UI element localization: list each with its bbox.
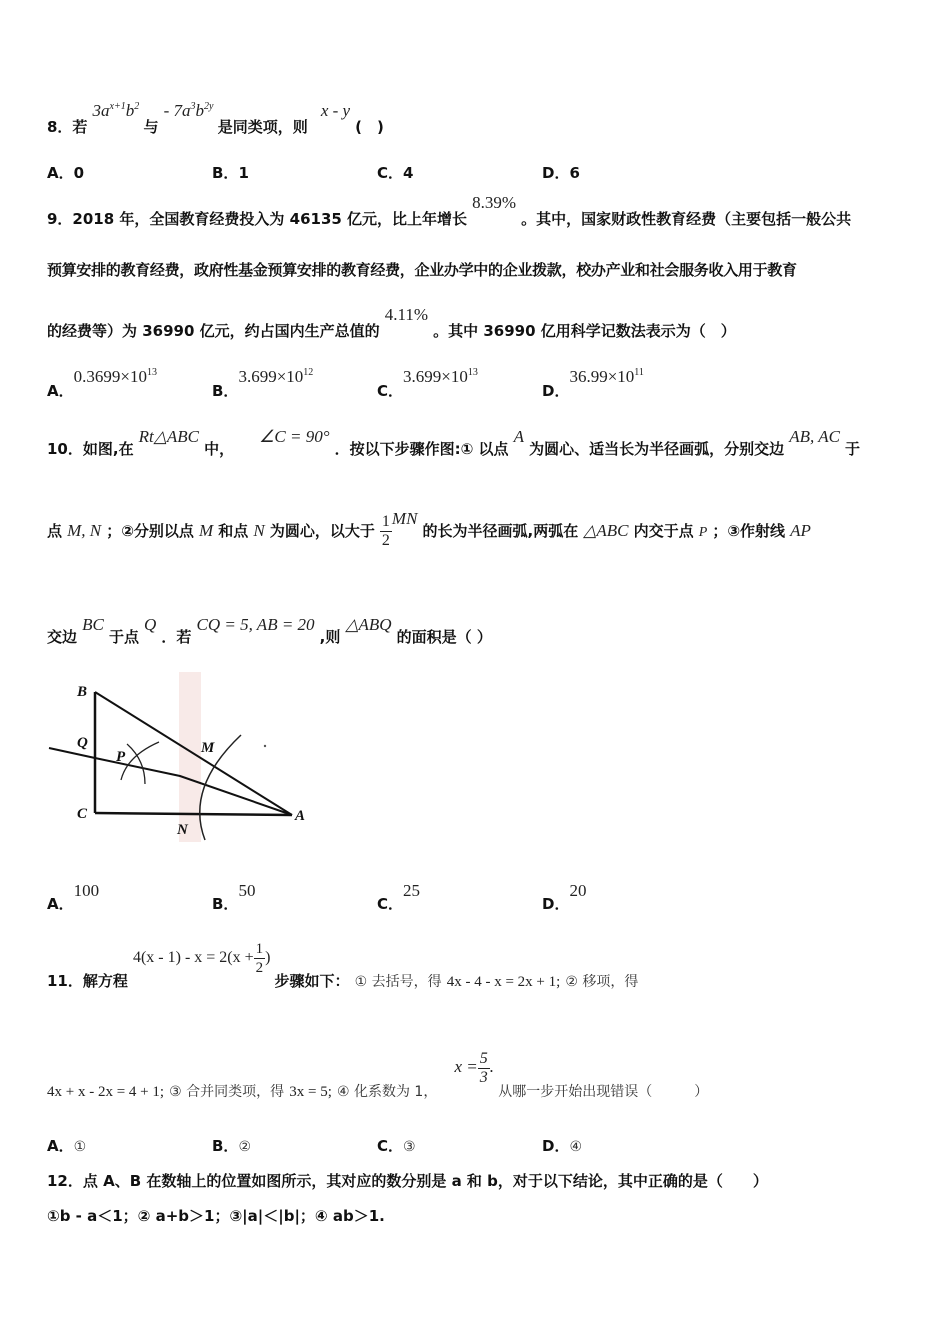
q10-l2-f: 内交于点 [633,522,694,540]
q9-option-d[interactable]: D．$36.99\times 10^{11}$ [542,367,644,400]
q11-solution: x = $\frac{5}{3}$ . [454,1050,494,1086]
q10-l1-a: 10．如图,在 [47,440,134,458]
q11-line2 [47,1050,709,1101]
q11-option-a[interactable]: A．① [47,1137,87,1155]
q8-option-c[interactable]: C．4 [377,164,414,182]
q9-line3 [47,305,736,341]
q10-l2-g: ；③作射线 [712,522,786,540]
q10-l2-a: 点 [47,522,63,540]
q8-suffix: 是同类项，则 [217,118,308,136]
q8-term2: - $7a^3b^{2y}$ [163,101,214,120]
q8-expr: x - y [320,101,351,120]
label-c: C [77,806,88,822]
q9-line1-b: 。其中，国家财政性教育经费（主要包括一般公共 [521,210,852,228]
q9-line1 [47,193,852,229]
q10-option-c[interactable]: C．25 [377,881,421,913]
q9-options [47,368,747,402]
q10-ptM: M [199,521,214,540]
q11-s2: ② 移项，得 [565,974,639,991]
q10-rt: Rt△ABC [138,427,199,446]
q9-pct2: 4.11% [384,305,429,324]
q10-l3-e: 的面积是（ ） [396,628,492,646]
q9-line2: 预算安排的教育经费，政府性基金预算安排的教育经费，企业办学中的企业拨款，校办产业和社会服务收入用于教育 [47,261,797,279]
q9-option-a[interactable]: A．$0.3699\times 10^{13}$ [47,367,157,400]
q10-l1-e: 于 [845,440,861,458]
label-n: N [177,822,188,838]
q10-l3-d: ,则 [319,628,341,646]
q10-given: CQ = 5, AB = 20 [196,615,315,634]
label-a: A [295,808,306,824]
q9-pct1: 8.39% [472,193,517,212]
q10-half: $\frac{1}{2}$ [381,513,390,549]
q11-option-b[interactable]: B．② [212,1137,251,1155]
q11-s1: ① 去括号，得 [354,974,442,991]
q10-mn-pts: M, N [67,521,102,540]
q10-angle: ∠C = 90° [259,427,330,446]
q8-mid: 与 [143,118,159,136]
q11-l1-b: 步骤如下： [274,972,350,991]
q10-ptP: P [698,525,708,540]
q9-line3-a: 的经费等）为 36990 亿元，约占国内生产总值的 [47,322,380,340]
q8-term1: $3a^{x+1}b^2$ [92,101,140,120]
ray-ap [49,748,292,815]
q10-ap: AP [790,521,811,540]
q10-line2 [47,509,811,550]
q10-line1 [47,427,861,459]
label-b: B [77,684,88,700]
q10-l3-b: 于点 [108,628,139,646]
q12-line2: ①b - a＜1；② a+b＞1；③|a|＜|b|；④ ab＞1. [47,1207,385,1225]
q10-ptA: A [513,427,525,446]
q10-ptN: N [253,521,265,540]
q10-options [47,880,747,914]
q10-line3 [47,615,492,647]
q8-option-b[interactable]: B．1 [212,164,249,182]
label-p: P [116,749,126,765]
q11-s3: ③ 合并同类项，得 [169,1084,285,1101]
q8-option-d[interactable]: D．6 [542,164,580,182]
q10-l2-c: 和点 [218,522,249,540]
q11-line1 [47,940,639,991]
q10-bc: BC [82,615,104,634]
q11-l2-end: 从哪一步开始出现错误（ ） [498,1084,709,1101]
q11-equation: 4(x - 1) - x = 2(x + $\frac{1}{2}$ ) [132,941,271,976]
q10-l1-c: ．按以下步骤作图:① 以点 [334,440,509,458]
q10-l1-b: 中， [204,440,235,458]
arc-p2 [127,744,145,784]
q8-option-a[interactable]: A．0 [47,164,85,182]
q11-s3-eq: 3x = 5; [289,1084,332,1101]
q10-tri: △ABC [583,521,629,540]
q10-tri2: △ABQ [345,615,392,634]
dot [264,745,266,747]
label-q: Q [77,735,88,751]
q10-l2-d: 为圆心，以大于 [269,522,375,540]
q8-stem [47,100,384,136]
q11-option-c[interactable]: C．③ [377,1137,416,1155]
q10-l1-d: 为圆心、适当长为半径画弧，分别交边 [529,440,785,458]
q11-s1-eq: 4x - 4 - x = 2x + 1; [446,974,561,991]
q10-l3-c: ．若 [161,628,192,646]
q10-l2-e: 的长为半径画弧,两弧在 [422,522,579,540]
q9-line1-a: 9．2018 年，全国教育经费投入为 46135 亿元，比上年增长 [47,210,468,228]
q10-option-b[interactable]: B．50 [212,881,256,913]
label-m: M [201,740,215,756]
q11-option-d[interactable]: D．④ [542,1137,583,1155]
q11-s4: ④ 化系数为 1， [336,1084,438,1101]
q11-l2-eq: 4x + x - 2x = 4 + 1; [47,1084,165,1101]
triangle-figure [45,668,325,848]
q10-option-a[interactable]: A．100 [47,881,100,913]
q9-line3-b: 。其中 36990 亿用科学记数法表示为（ ） [433,322,736,340]
q12-line1: 12．点 A、B 在数轴上的位置如图所示，其对应的数分别是 a 和 b，对于以下结论，其中正确的是（ ） [47,1172,768,1190]
q10-ptQ: Q [144,615,157,634]
q10-l3-a: 交边 [47,628,78,646]
q8-prefix: 8．若 [47,118,88,136]
q10-figure [45,668,325,848]
q11-l1-a: 11．解方程 [47,972,128,991]
q10-option-d[interactable]: D．20 [542,881,587,913]
q10-sides: AB, AC [789,427,840,446]
q8-paren: ( ) [355,118,384,136]
q9-option-c[interactable]: C．$3.699\times 10^{13}$ [377,367,478,400]
q10-mn: MN [391,509,418,528]
q10-l2-b: ；②分别以点 [106,522,194,540]
side-ca [95,813,292,815]
q9-option-b[interactable]: B．$3.699\times 10^{12}$ [212,367,314,400]
